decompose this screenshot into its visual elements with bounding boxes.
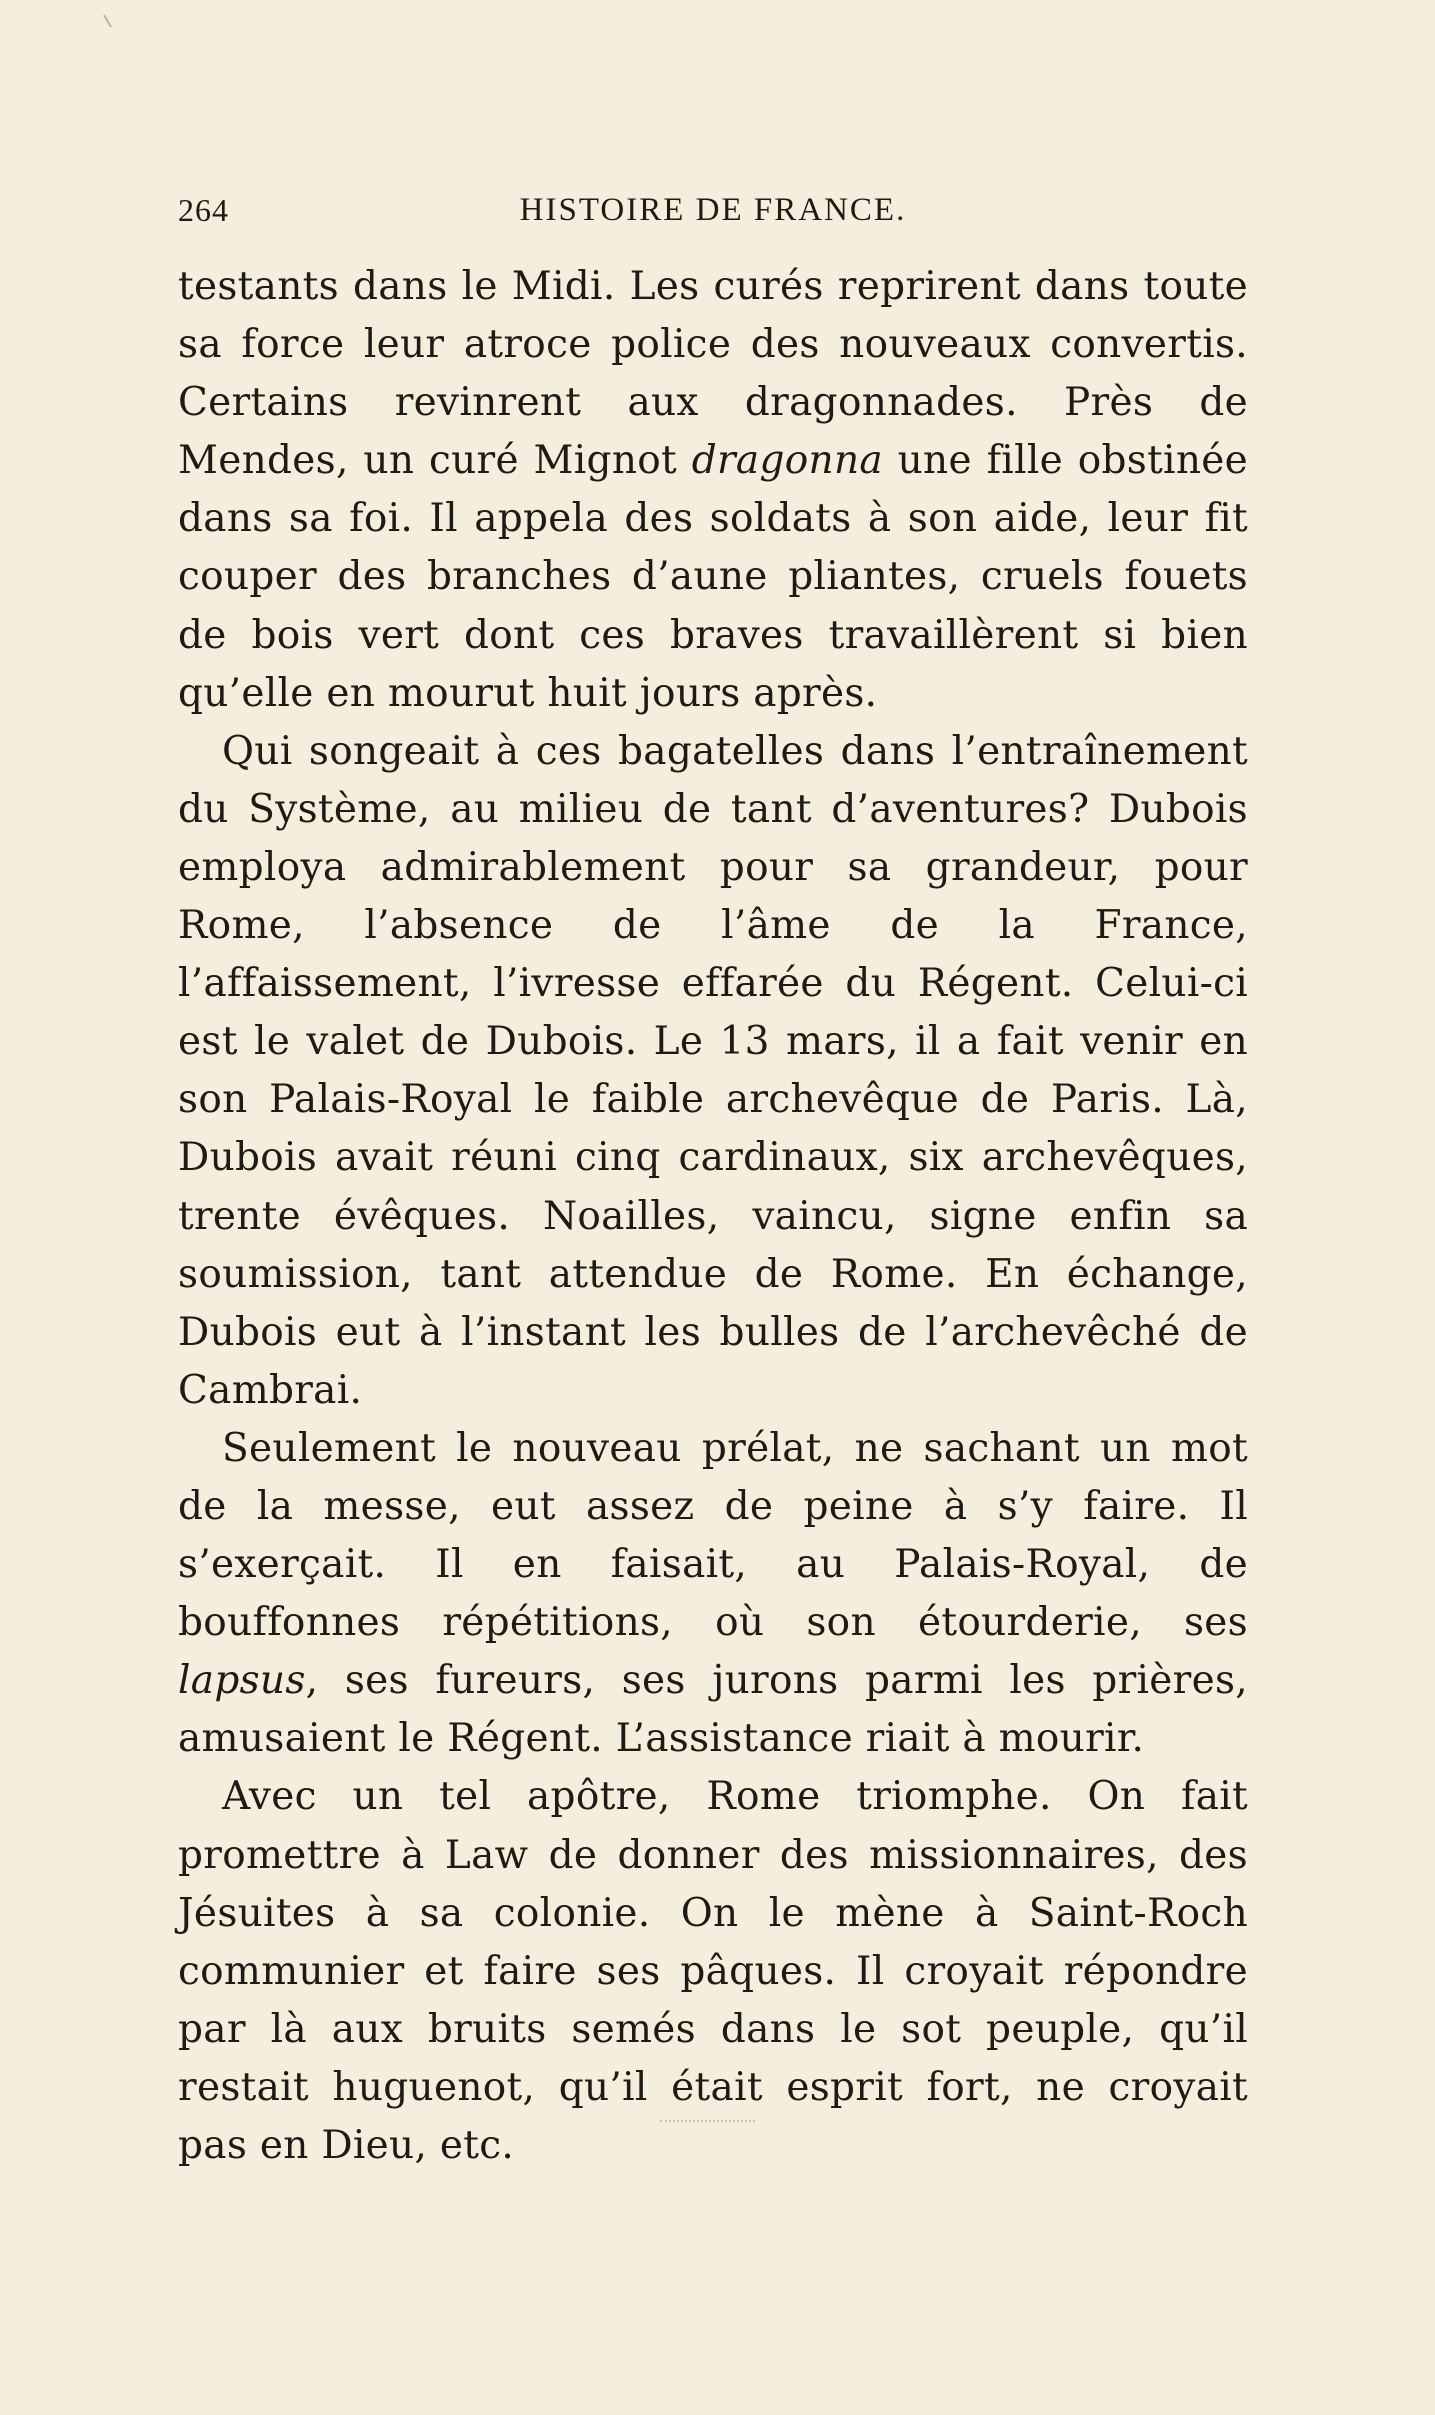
paragraph-3	[178, 1420, 1248, 1769]
paragraph-2: Qui songeait à ces bagatelles dans l’entraînement du Système, au milieu de tant d’aventures? Dubois employa admirablement pour sa grandeur, pour Rome, l’absence de l’âme de la France, l’affaissement, l’ivresse effarée du Régent. Celui-ci est le valet de Dubois. Le 13 mars, il a fait venir en son Palais-Royal le faible archevêque de Paris. Là, Dubois avait réuni cinq cardinaux, six archevêques, trente évêques. Noailles, vaincu, signe enfin sa soumission, tant attendue de Rome. En échange, Dubois eut à l’instant les bulles de l’archevêché de Cambrai.	[178, 728, 1248, 1413]
body-text	[178, 258, 1248, 2175]
paragraph-1-text-end: une fille obstinée dans sa foi. Il appela des soldats à son aide, leur fit couper des branches d’aune pliantes, cruels fouets de bois vert dont ces braves travaillèrent si bien qu’elle en mourut huit jours après.	[178, 438, 1248, 716]
paragraph-3-text-start: Seulement le nouveau prélat, ne sachant un mot de la messe, eut assez de peine à s’y faire. Il s’exerçait. Il en faisait, au Palais-Royal, de bouffonnes répétitions, où son étourderie, ses	[178, 1425, 1248, 1646]
page-header	[178, 192, 1248, 242]
page-blemish	[103, 10, 119, 27]
paragraph-1	[178, 258, 1248, 723]
italic-word-dragonna: dragonna	[691, 438, 883, 484]
running-title: HISTOIRE DE FRANCE.	[519, 192, 907, 228]
paragraph-4: Avec un tel apôtre, Rome triomphe. On fait promettre à Law de donner des missionnaires, des Jésuites à sa colonie. On le mène à Saint-Roch communier et faire ses pâques. Il croyait répondre par là aux bruits semés dans le sot peuple, qu’il restait huguenot, qu’il était esprit fort, ne croyait pas en Dieu, etc.	[178, 1774, 1248, 2168]
italic-word-lapsus: lapsus	[178, 1658, 306, 1704]
page-smudge	[660, 2120, 755, 2124]
paragraph-1-text-start: testants dans le Midi. Les curés reprirent dans toute sa force leur atroce police des nouveaux convertis. Certains revinrent aux dragonnades. Près de Mendes, un curé Mignot	[178, 264, 1248, 484]
page-number: 264	[178, 192, 229, 228]
paragraph-3-text-end: , ses fureurs, ses jurons parmi les prières, amusaient le Régent. L’assistance riait à mourir.	[178, 1658, 1248, 1762]
